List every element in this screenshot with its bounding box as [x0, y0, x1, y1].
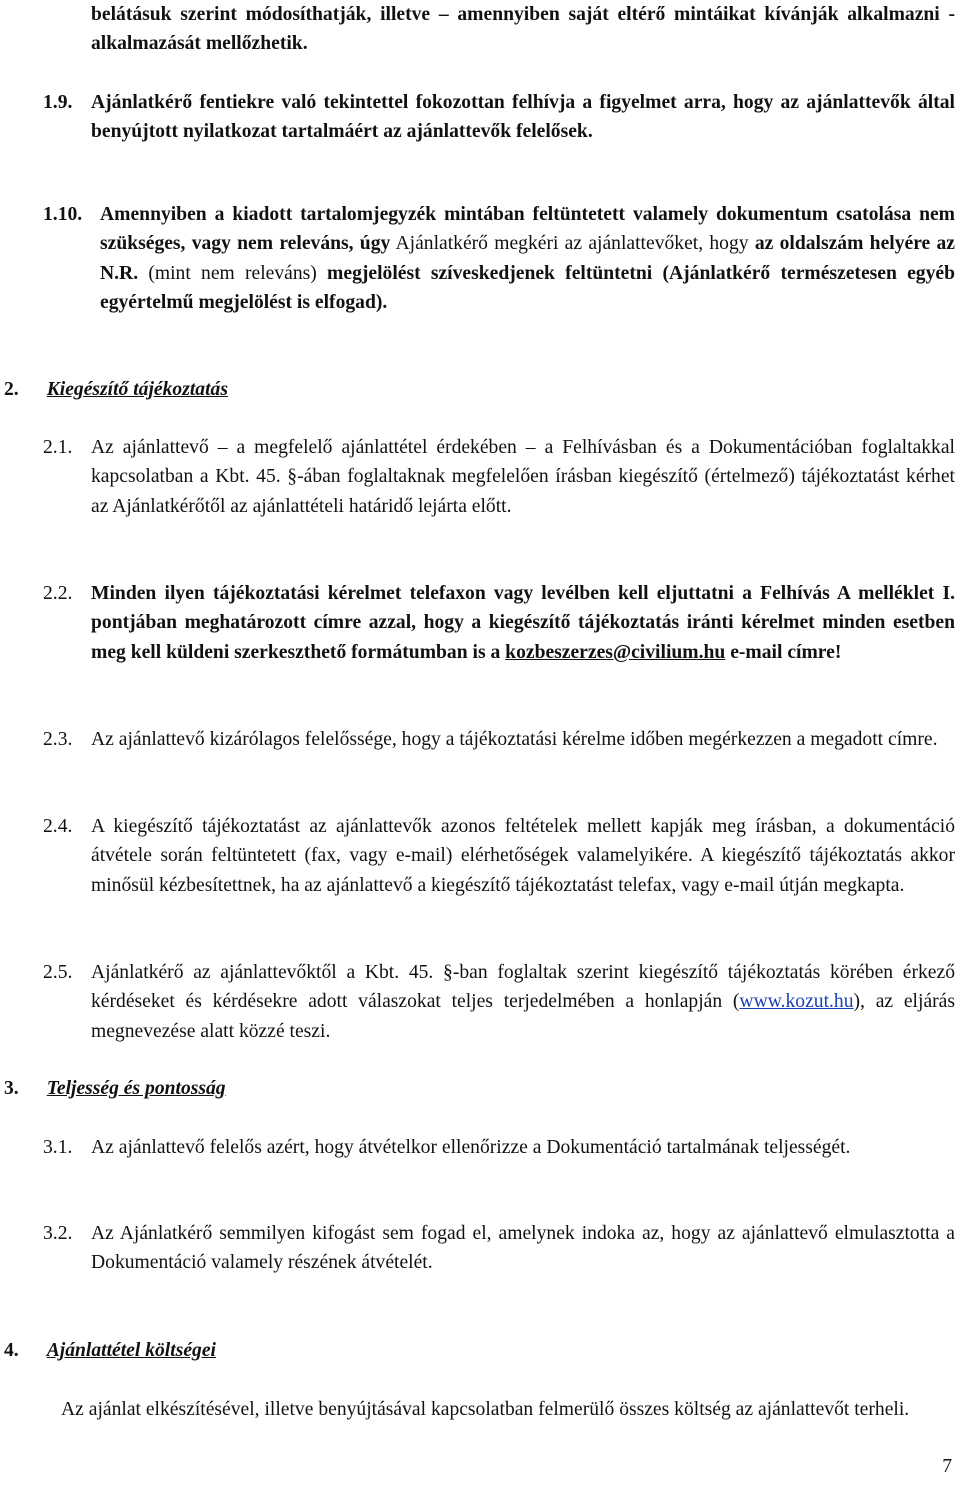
heading-2 [4, 375, 228, 404]
email-link[interactable]: kozbeszerzes@civilium.hu [505, 641, 726, 663]
page-number: 7 [942, 1456, 952, 1477]
costs-paragraph: Az ajánlat elkészítésével, illetve benyújtásával kapcsolatban felmerülő összes költség az ajánlattevőt terheli. [61, 1399, 910, 1420]
s1-10-part3: Ajánlatkérő megkéri az ajánlattevőket, hogy [390, 233, 755, 255]
heading-3 [4, 1074, 226, 1103]
s1-10-part6: megjelölést szíveskedjenek feltüntetni (Ajánlatkérő természetesen egyéb egyértelmű megjelölést is elfogad). [100, 262, 955, 313]
section-1-10-text [100, 200, 955, 317]
intro-paragraph: belátásuk szerint módosíthatják, illetve – amennyiben saját eltérő mintáikat kívánják alkalmazni - alkalmazását mellőzhetik. [91, 4, 955, 55]
section-1-9-text: Ajánlatkérő fentiekre való tekintettel fokozottan felhívja a figyelmet arra, hogy az ajánlattevők által benyújtott nyilatkozat tartalmáért az ajánlattevők felelősek. [91, 92, 955, 143]
section-number-2-3: 2.3. [43, 729, 73, 750]
section-number-2-5: 2.5. [43, 962, 73, 983]
s1-10-part2: valamely dokumentum csatolása nem szükséges, vagy nem releváns, úgy [100, 204, 955, 255]
s1-10-part5: (mint nem releváns) [138, 262, 328, 284]
section-3-1-text: Az ajánlattevő felelős azért, hogy átvételkor ellenőrizze a Dokumentáció tartalmának teljességét. [91, 1137, 851, 1158]
s2-5-part1: Ajánlatkérő az ajánlattevőktől a Kbt. 45. §-ban foglaltak szerint kiegészítő tájékoztatás körében érkező kérdéseket és kérdésekre adott válaszokat teljes terjedelmében a honlapján ( [91, 962, 955, 1013]
s1-10-part4: az oldalszám helyére az N.R. [100, 233, 956, 284]
heading-4-title: Ajánlattétel költségei [46, 1340, 216, 1361]
s1-10-part1: Amennyiben a kiadott tartalomjegyzék mintában feltüntetett [100, 204, 633, 225]
s2-5-part2: ), az eljárás megnevezése alatt közzé teszi. [91, 991, 955, 1042]
heading-4-number: 4. [4, 1340, 19, 1361]
section-2-5-text [91, 958, 955, 1046]
s2-2-part2: e-mail címre! [725, 641, 842, 663]
heading-2-title: Kiegészítő tájékoztatás [46, 379, 228, 400]
heading-4 [4, 1336, 216, 1365]
section-number-1-9: 1.9. [43, 92, 73, 113]
section-2-4-text: A kiegészítő tájékoztatást az ajánlattevők azonos feltételek mellett kapják meg írásban, a dokumentáció átvétele során feltüntetett (fax, vagy e-mail) elérhetőségek valamelyikére. A kiegészítő tájékoztatás akkor minősül kézbesítettnek, ha az ajánlattevő a kiegészítő tájékoztatást telefax, vagy e-mail útján megkapta. [91, 816, 955, 896]
s2-2-part1: Minden ilyen tájékoztatási kérelmet telefaxon vagy levélben kell eljuttatni a Felhívás A melléklet I. pontjában meghatározott címre azzal, hogy a kiegészítő tájékoztatás iránti kérelmet minden esetben meg kell küldeni szerkeszthető formátumban is a [91, 583, 955, 663]
section-number-2-2: 2.2. [43, 583, 73, 604]
section-number-3-2: 3.2. [43, 1223, 73, 1244]
section-number-2-4: 2.4. [43, 816, 73, 837]
section-number-2-1: 2.1. [43, 437, 73, 458]
section-2-1-text: Az ajánlattevő – a megfelelő ajánlattétel érdekében – a Felhívásban és a Dokumentációban foglaltakkal kapcsolatban a Kbt. 45. §-ában foglaltaknak megfelelően írásban kiegészítő (értelmező) tájékoztatást kérhet az Ajánlatkérőtől az ajánlattételi határidő lejárta előtt. [91, 437, 955, 517]
section-3-2-text: Az Ajánlatkérő semmilyen kifogást sem fogad el, amelynek indoka az, hogy az ajánlattevő elmulasztotta a Dokumentáció valamely részének átvételét. [91, 1223, 955, 1274]
section-number-3-1: 3.1. [43, 1137, 73, 1158]
section-number-1-10: 1.10. [43, 204, 83, 225]
section-2-2-text [91, 579, 955, 667]
heading-3-title: Teljesség és pontosság [46, 1078, 226, 1099]
section-2-3-text: Az ajánlattevő kizárólagos felelőssége, hogy a tájékoztatási kérelme időben megérkezzen a megadott címre. [91, 729, 938, 750]
kozut-link[interactable]: www.kozut.hu [739, 991, 854, 1013]
heading-2-number: 2. [4, 379, 19, 400]
heading-3-number: 3. [4, 1078, 19, 1099]
